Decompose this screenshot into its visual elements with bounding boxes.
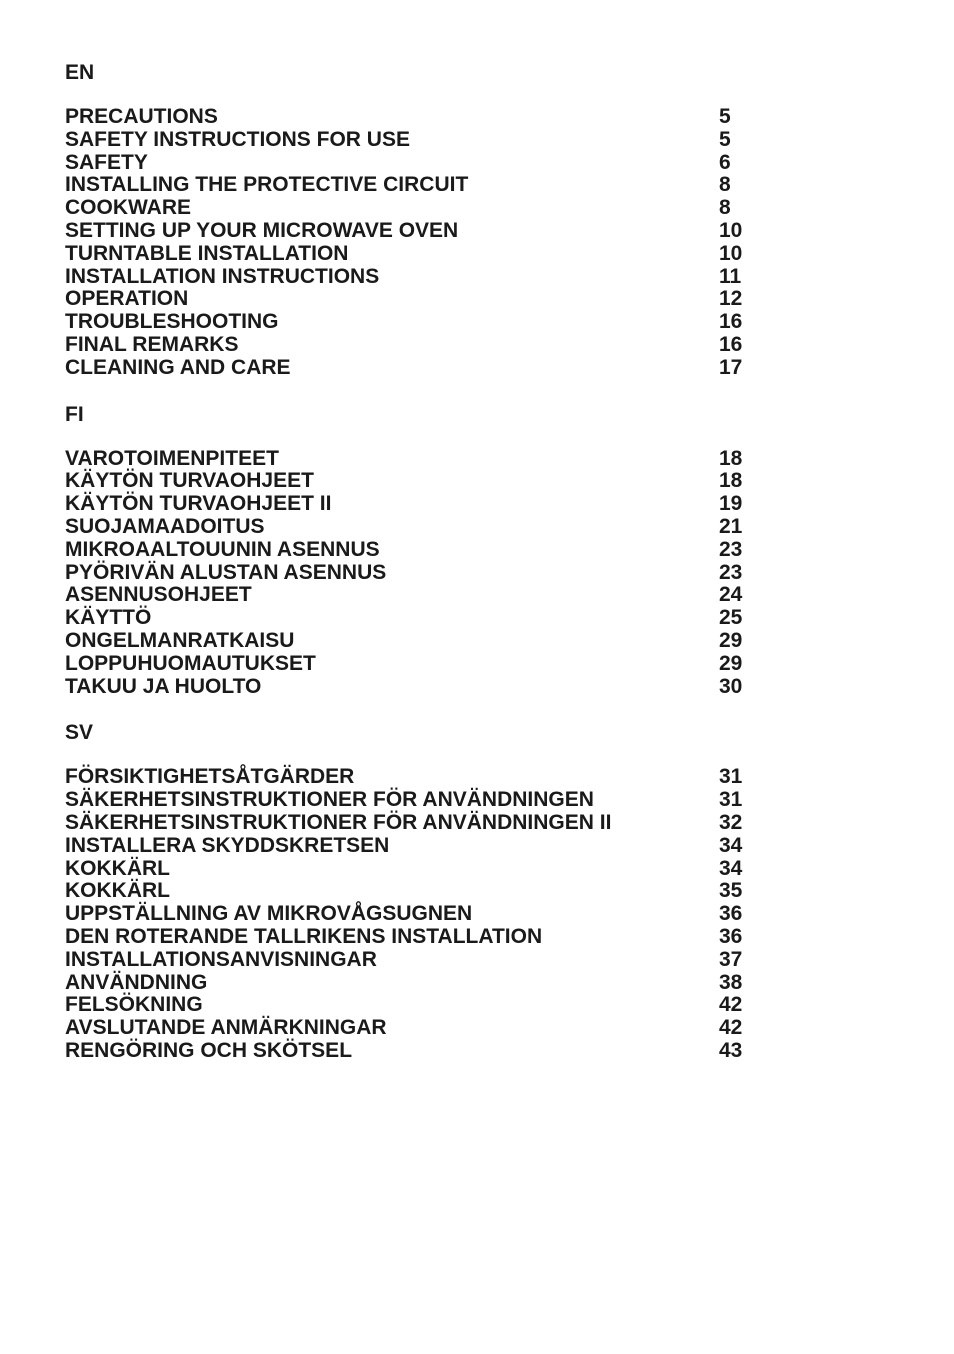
toc-entry <box>65 220 765 243</box>
entry-page: 25 <box>719 606 743 630</box>
entry-page: 18 <box>719 446 743 470</box>
entry-title: DEN ROTERANDE TALLRIKENS INSTALLATION <box>65 924 543 948</box>
entry-page: 23 <box>719 537 743 561</box>
toc-entry <box>65 129 765 152</box>
entry-page: 38 <box>719 970 743 994</box>
entry-page: 34 <box>719 856 743 880</box>
toc-entry <box>65 789 765 812</box>
entry-page: 43 <box>719 1038 743 1062</box>
toc-section-en <box>65 60 765 380</box>
entry-title: RENGÖRING OCH SKÖTSEL <box>65 1038 353 1062</box>
entry-page: 30 <box>719 674 743 698</box>
entry-page: 42 <box>719 993 743 1017</box>
entry-page: 36 <box>719 924 743 948</box>
entry-page: 42 <box>719 1016 743 1040</box>
toc-entry <box>65 949 765 972</box>
toc-entry <box>65 106 765 129</box>
section-language: FI <box>65 402 84 426</box>
toc-entry <box>65 470 765 493</box>
entry-page: 8 <box>719 196 731 220</box>
entry-page: 34 <box>719 833 743 857</box>
entry-title: MIKROAALTOUUNIN ASENNUS <box>65 537 380 561</box>
toc-entry <box>65 835 765 858</box>
entry-title: SETTING UP YOUR MICROWAVE OVEN <box>65 218 459 242</box>
toc-entry <box>65 562 765 585</box>
entry-page: 8 <box>719 173 731 197</box>
entry-title: FÖRSIKTIGHETSÅTGÄRDER <box>65 765 355 789</box>
entry-title: OPERATION <box>65 287 189 311</box>
entry-title: INSTALLING THE PROTECTIVE CIRCUIT <box>65 173 469 197</box>
entry-title: KOKKÄRL <box>65 856 170 880</box>
toc-entry <box>65 1040 765 1063</box>
entry-page: 31 <box>719 788 743 812</box>
entry-title: INSTALLATIONSANVISNINGAR <box>65 947 377 971</box>
toc-entry <box>65 288 765 311</box>
section-language: SV <box>65 721 94 745</box>
entry-page: 36 <box>719 902 743 926</box>
toc-section-sv <box>65 720 765 1062</box>
entry-title: FINAL REMARKS <box>65 332 239 356</box>
toc-entry <box>65 676 765 699</box>
entry-title: INSTALLERA SKYDDSKRETSEN <box>65 833 390 857</box>
toc-entry <box>65 197 765 220</box>
entry-page: 32 <box>719 810 743 834</box>
entry-page: 35 <box>719 879 743 903</box>
section-language: EN <box>65 61 95 84</box>
entry-page: 24 <box>719 583 743 607</box>
entry-title: SAFETY INSTRUCTIONS FOR USE <box>65 127 410 151</box>
entry-title: ONGELMANRATKAISU <box>65 628 295 652</box>
entry-title: TROUBLESHOOTING <box>65 310 279 334</box>
toc-entry <box>65 1017 765 1040</box>
entry-title: FELSÖKNING <box>65 993 203 1017</box>
entry-page: 5 <box>719 105 731 128</box>
entry-title: KÄYTTÖ <box>65 606 152 630</box>
toc-entry <box>65 493 765 516</box>
entry-title: ASENNUSOHJEET <box>65 583 252 607</box>
toc-entry <box>65 266 765 289</box>
entry-page: 12 <box>719 287 743 311</box>
entry-title: UPPSTÄLLNING AV MIKROVÅGSUGNEN <box>65 902 473 926</box>
toc-entry <box>65 516 765 539</box>
toc-entry <box>65 630 765 653</box>
toc-entry <box>65 972 765 995</box>
entry-page: 10 <box>719 218 743 242</box>
toc-entry <box>65 152 765 175</box>
toc-entry <box>65 174 765 197</box>
entry-title: CLEANING AND CARE <box>65 355 291 379</box>
entry-title: AVSLUTANDE ANMÄRKNINGAR <box>65 1016 387 1040</box>
toc-entry <box>65 448 765 471</box>
entry-title: TAKUU JA HUOLTO <box>65 674 262 698</box>
toc-entry <box>65 243 765 266</box>
entry-page: 16 <box>719 310 743 334</box>
entry-page: 17 <box>719 355 743 379</box>
entry-title: KÄYTÖN TURVAOHJEET <box>65 469 314 493</box>
entry-title: KOKKÄRL <box>65 879 170 903</box>
entry-title: KÄYTÖN TURVAOHJEET II <box>65 492 332 516</box>
entry-title: INSTALLATION INSTRUCTIONS <box>65 264 380 288</box>
entry-page: 23 <box>719 560 743 584</box>
entry-page: 5 <box>719 127 731 151</box>
toc-entry <box>65 584 765 607</box>
entry-page: 31 <box>719 765 743 789</box>
entry-title: VAROTOIMENPITEET <box>65 446 279 470</box>
toc-entry <box>65 311 765 334</box>
toc-entry <box>65 994 765 1017</box>
entry-title: LOPPUHUOMAUTUKSET <box>65 651 316 675</box>
entry-page: 29 <box>719 628 743 652</box>
entry-title: COOKWARE <box>65 196 191 220</box>
entry-title: SÄKERHETSINSTRUKTIONER FÖR ANVÄNDNINGEN <box>65 788 594 812</box>
entry-page: 11 <box>719 264 742 288</box>
toc-entry <box>65 880 765 903</box>
toc-entry <box>65 858 765 881</box>
toc-entry <box>65 812 765 835</box>
toc-entry <box>65 607 765 630</box>
entry-page: 18 <box>719 469 743 493</box>
toc-entry <box>65 766 765 789</box>
toc-entry <box>65 334 765 357</box>
toc-section-fi <box>65 402 765 699</box>
entry-page: 10 <box>719 241 743 265</box>
entry-title: SUOJAMAADOITUS <box>65 514 265 538</box>
entry-page: 19 <box>719 492 743 516</box>
entry-page: 29 <box>719 651 743 675</box>
entry-title: PRECAUTIONS <box>65 105 218 128</box>
entry-title: ANVÄNDNING <box>65 970 208 994</box>
toc-entry <box>65 539 765 562</box>
entry-title: SÄKERHETSINSTRUKTIONER FÖR ANVÄNDNINGEN II <box>65 810 612 834</box>
entry-page: 6 <box>719 150 731 174</box>
entry-page: 21 <box>719 514 743 538</box>
toc-entry <box>65 653 765 676</box>
toc-entry <box>65 357 765 380</box>
entry-title: SAFETY <box>65 150 148 174</box>
toc-entry <box>65 926 765 949</box>
entry-title: TURNTABLE INSTALLATION <box>65 241 349 265</box>
entry-page: 37 <box>719 947 743 971</box>
toc-entry <box>65 903 765 926</box>
table-of-contents <box>65 60 765 1085</box>
entry-page: 16 <box>719 332 743 356</box>
entry-title: PYÖRIVÄN ALUSTAN ASENNUS <box>65 560 387 584</box>
